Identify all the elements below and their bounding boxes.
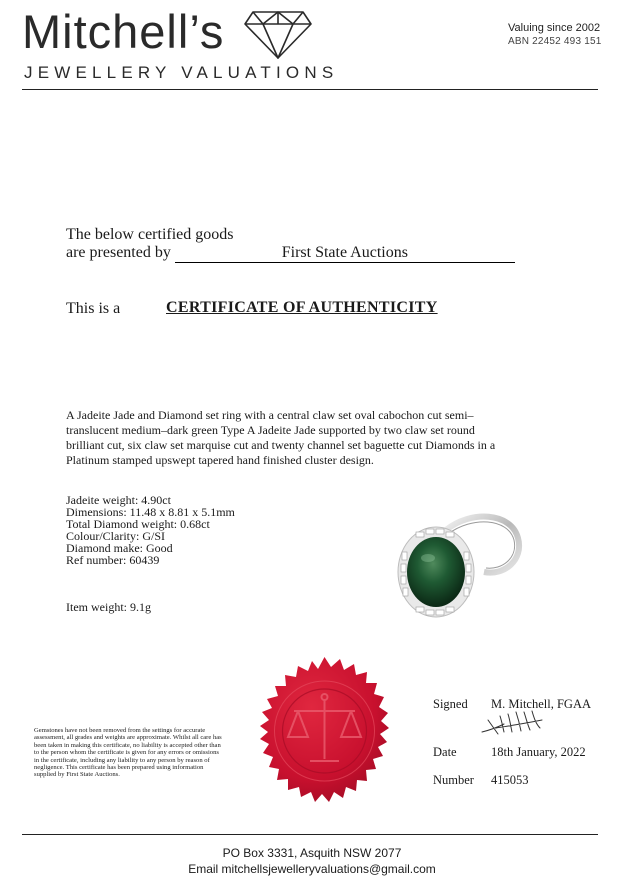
intro-line-2 (66, 244, 515, 263)
red-wax-seal-icon (242, 655, 407, 820)
spec-diamond-make: Diamond make: Good (66, 541, 173, 555)
date-label: Date (433, 745, 457, 759)
spec-ref-number: Ref number: 60439 (66, 553, 160, 567)
spec-jadeite-weight: Jadeite weight: 4.90ct (66, 493, 171, 507)
footer-address: PO Box 3331, Asquith NSW 2077 (222, 846, 402, 860)
item-weight: Item weight: 9.1g (66, 600, 151, 614)
brand-subtitle: JEWELLERY VALUATIONS (24, 63, 339, 82)
number-label: Number (433, 773, 474, 787)
signed-label: Signed (433, 697, 468, 711)
spec-colour-clarity: Colour/Clarity: G/SI (66, 529, 165, 543)
header-divider (22, 89, 598, 90)
ring-photo (376, 490, 526, 630)
certificate-prefix: This is a (66, 300, 121, 317)
disclaimer-text: Gemstones have not been removed from the settings for accurate assessment, all grades and weights are approximate. Whilst all care has been taken in making this certificate, no liability is accepted other than to the person whom the certificate is given for any errors or omissions in the certificate, including any liability to any person by reason of negligence. This certificate has been prepared using information supplied by First State Auctions. (34, 727, 222, 779)
handwritten-signature (478, 708, 548, 738)
item-description: A Jadeite Jade and Diamond set ring with a central claw set oval cabochon cut semi–translucent medium–dark green Type A Jadeite Jade supported by two claw set round brilliant cut, six claw set marquise cut and twenty channel set baguette cut Diamonds in a Platinum stamped upswept tapered hand finished cluster design. (66, 408, 496, 467)
date-value: 18th January, 2022 (491, 745, 586, 759)
spec-total-diamond-weight: Total Diamond weight: 0.68ct (66, 517, 210, 531)
email-link[interactable]: mitchellsjewelleryvaluations@gmail.com (221, 862, 436, 876)
valuing-since: Valuing since 2002 (508, 22, 601, 34)
presented-by-label: are presented by (66, 244, 171, 261)
spec-dimensions: Dimensions: 11.48 x 8.81 x 5.1mm (66, 505, 235, 519)
certificate-title: CERTIFICATE OF AUTHENTICITY (166, 299, 438, 316)
footer-email (0, 862, 624, 876)
certificate-number: 415053 (491, 773, 529, 787)
signed-value: M. Mitchell, FGAA (491, 697, 591, 711)
presented-by-value: First State Auctions (175, 244, 515, 263)
abn-number: ABN 22452 493 151 (508, 36, 602, 47)
email-label: Email (188, 862, 219, 876)
footer-divider (22, 834, 598, 835)
brand-name: Mitchell’s (22, 5, 225, 58)
intro-line-1: The below certified goods (66, 226, 234, 243)
diamond-logo-icon (243, 8, 313, 60)
